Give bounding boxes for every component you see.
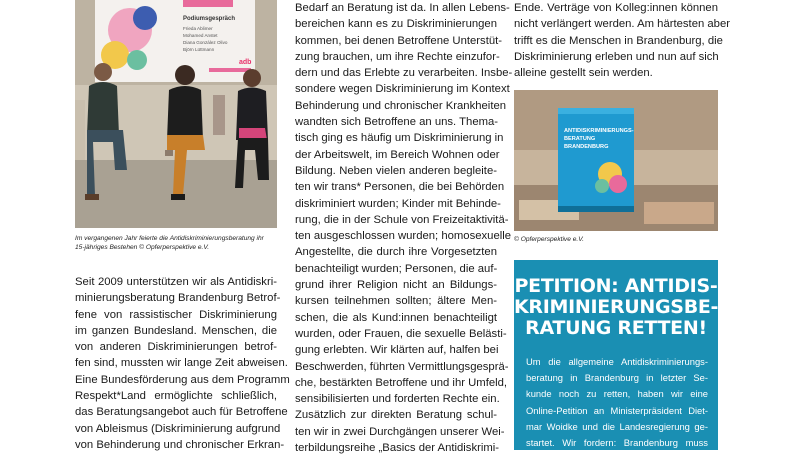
- col2-line: gung erlebten. Wir klärten auf, halfen bei: [295, 344, 499, 357]
- petition-title-line: PETITION: ANTIDIS-: [514, 275, 718, 297]
- col1-line: von Behinderung und chronischer Erkran-: [75, 438, 285, 451]
- petition-text-line: Um die allgemeine Antidiskriminierungs-: [526, 356, 708, 367]
- col2-line: zung brauchen, um ihre Rechte einzufor-: [295, 50, 500, 63]
- col1-line: Eine Bundesförderung aus dem Programm: [75, 373, 290, 386]
- donation-box-photo: [514, 90, 718, 231]
- panel-discussion-illustration: [75, 0, 277, 228]
- col2-line: Beschwerden, führten Vermittlungsgesprä-: [295, 360, 509, 373]
- petition-title-line: RATUNG RETTEN!: [525, 317, 707, 339]
- col1-line: fen sind, mussten wir lange Zeit abweisen.: [75, 357, 288, 370]
- col2-line: Behinderung und chronischer Krankheiten: [295, 99, 507, 112]
- col2-line: tisch ging es häufig um Diskriminierung in: [295, 132, 504, 145]
- col1-line: fene von rassistischer Diskriminierung: [75, 308, 277, 321]
- col2-line: ten ausgeschlossen wurden; homosexuelle: [295, 230, 512, 243]
- petition-text-line: Online-Petition an Ministerpräsident Diet-: [526, 404, 708, 416]
- screen-name-3: Diana González Olivo: [183, 40, 228, 45]
- col2-line: dern und das Erlebte zu verarbeiten. Insbe-: [295, 67, 513, 80]
- col1-line: im ganzen Bundesland. Menschen, die: [75, 324, 277, 337]
- col1-line: von Ableismus (Diskriminierung aufgrund: [75, 422, 281, 435]
- col3-line: trifft es die Menschen in Brandenburg, die: [514, 34, 723, 47]
- screen-name-2: Mohamed Anstet: [183, 33, 218, 38]
- petition-title-line: KRIMINIERUNGSBE-: [514, 296, 719, 318]
- col2-line: diskriminiert wurden; Kinder mit Behinde-: [295, 197, 501, 210]
- petition-title: [514, 276, 718, 339]
- col3-line: nicht verlängert werden. Am härtesten aber: [514, 18, 731, 31]
- col2-line: bereichen kann es zu Diskriminierungen: [295, 18, 497, 31]
- petition-text-line: beratung in Brandenburg in letzter Se-: [526, 372, 708, 384]
- photo-caption-1: [75, 234, 280, 252]
- petition-text-line: kunde noch zu retten, haben wir eine: [526, 388, 708, 400]
- col1-line: minierungsberatung Brandenburg Betrof-: [75, 292, 281, 305]
- col2-line: Bildung. Neben vielen anderen begleite-: [295, 164, 497, 177]
- petition-text: [526, 354, 708, 451]
- box-label-1: ANTIDISKRIMINIERUNGS-: [564, 128, 634, 134]
- col1-line: von anderen Diskriminierungen betrof-: [75, 341, 277, 354]
- petition-text-line: mar Woidke und die Landesregierung ge-: [526, 420, 708, 432]
- box-label-3: BRANDENBURG: [564, 144, 609, 150]
- col2-line: che, bestärkten Betroffene und ihr Umfeld,: [295, 376, 508, 389]
- screen-name-1: Frieda Ablimer: [183, 26, 213, 31]
- col2-line: ten wir in zwei Durchgängen unserer Wei-: [295, 425, 505, 438]
- panel-discussion-photo: [75, 0, 277, 228]
- screen-logo: adb: [239, 59, 252, 66]
- col1-line: Respekt*Land ermöglichte schließlich,: [75, 390, 277, 403]
- col2-line: kommen, bei denen Betroffene Unterstüt-: [295, 34, 503, 47]
- col3-line: alleine gestellt sein werden.: [514, 67, 653, 80]
- article-column-1: [75, 274, 290, 453]
- col2-line: wurden, oder Frauen, die sexuelle Belästi-: [295, 327, 507, 340]
- col2-line: terbildungsreihe „Basics der Antidiskrimi-: [295, 442, 500, 455]
- col2-line: der Arbeitswelt, im Bereich Wohnen oder: [295, 148, 500, 161]
- col2-line: grund ihrer Religion nicht an Bildungs-: [295, 279, 497, 292]
- photo-caption-2: © Opferperspektive e.V.: [514, 236, 584, 243]
- col2-line: rung, die in der Schule von Freizeitaktivitä-: [295, 213, 509, 226]
- petition-box: [514, 260, 718, 450]
- col2-line: schen, die als Kund:innen benachteiligt: [295, 311, 497, 324]
- col2-line: ten wir trans* Personen, die bei Behörden: [295, 181, 505, 194]
- col2-line: benachteiligt wurden; Personen, die auf-: [295, 262, 498, 275]
- col2-line: Bedarf an Beratung ist da. In allen Lebens-: [295, 2, 510, 14]
- col3-line: Ende. Verträge von Kolleg:innen können: [514, 2, 718, 14]
- col1-line: das Beratungsangebot auch für Betroffene: [75, 406, 288, 419]
- article-column-2: [295, 0, 513, 456]
- col2-line: sondere wegen Diskriminierung im Kontext: [295, 83, 510, 96]
- photo-caption-1-line-1: Im vergangenen Jahr feierte die Antidiskriminierungsberatung ihr: [75, 235, 264, 242]
- photo-caption-1-line-2: 15-jähriges Bestehen © Opferperspektive e.V.: [75, 244, 210, 251]
- col3-line: Diskriminierung erleben und nun auf sich: [514, 50, 719, 63]
- col2-line: Zusätzlich zur direkten Beratung schul-: [295, 409, 497, 422]
- box-label-2: BERATUNG: [564, 136, 596, 142]
- col2-line: sensibilisierten und forderten Rechte ein.: [295, 393, 500, 406]
- col2-line: wandten sich Betroffene an uns. Thema-: [295, 116, 499, 129]
- col2-line: Angestellte, die durch ihre Vorgesetzten: [295, 246, 497, 259]
- donation-box-illustration: [514, 90, 718, 231]
- col2-line: kursen teilnehmen sollten; ältere Men-: [295, 295, 497, 308]
- screen-name-4: Björn Lüttmann: [183, 47, 215, 52]
- col1-line: Seit 2009 unterstützen wir als Antidiskri-: [75, 276, 277, 288]
- petition-text-line: startet. Wir fordern: Brandenburg muss: [526, 437, 708, 449]
- screen-badge: Podiumsgespräch: [183, 16, 236, 22]
- article-column-3: [514, 0, 731, 81]
